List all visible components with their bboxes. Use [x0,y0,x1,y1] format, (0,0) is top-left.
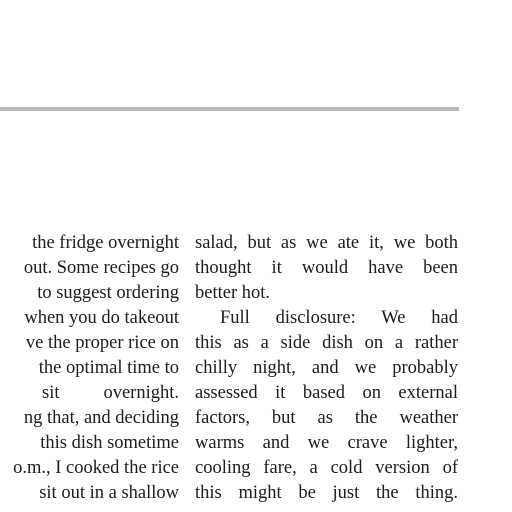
text-line: assessed it based on external [195,383,458,403]
text-line: this dish sometime [40,433,179,453]
text-line: ng that, and deciding [23,408,179,428]
text-line: cooling fare, a cold version of [195,458,458,478]
text-line: chilly night, and we probably [195,358,458,378]
left-text-column [0,231,179,506]
text-line: warms and we crave lighter, [195,433,458,453]
text-line: ve the proper rice on [25,333,179,353]
text-line: out. Some recipes go [23,258,179,278]
text-line: thought it would have been [195,258,458,278]
text-line: to suggest ordering [37,283,179,303]
text-line: this as a side dish on a rather [195,333,458,353]
text-line: the fridge overnight [32,233,179,253]
text-line: sit out in a shallow [39,483,179,503]
text-line: when you do takeout [24,308,179,328]
text-line: sit overnight. [42,383,179,403]
text-line: factors, but as the weather [195,408,458,428]
text-line: salad, but as we ate it, we both [195,233,458,253]
text-line: this might be just the thing. [195,483,458,503]
text-line: better hot. [195,283,271,303]
text-line: the optimal time to [38,358,179,378]
text-line: o.m., I cooked the rice [13,458,179,478]
right-text-column [195,231,458,506]
paragraph-first-line: Full disclosure: We had [220,308,458,328]
header-rule [0,107,459,111]
